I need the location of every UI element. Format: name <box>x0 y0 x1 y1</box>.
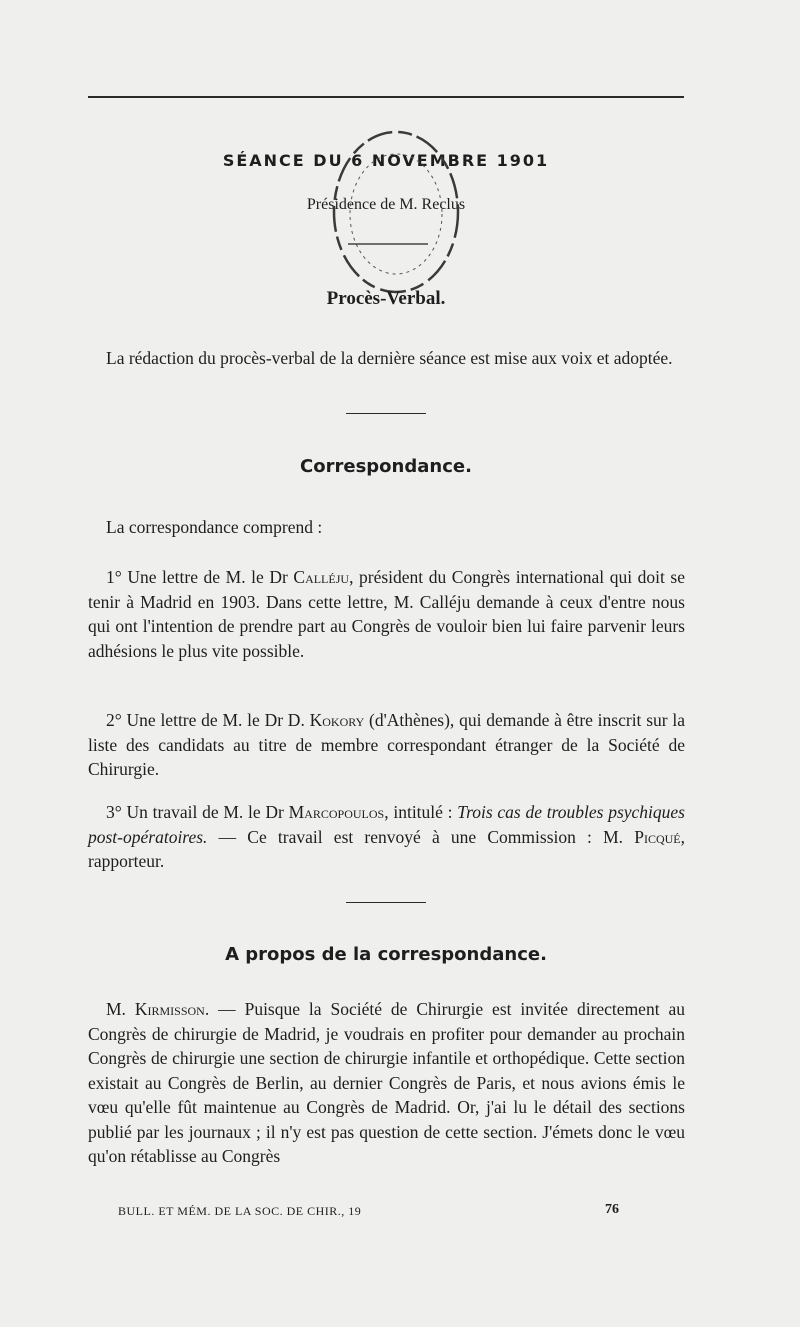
a-propos-heading: A propos de la correspondance. <box>225 944 547 965</box>
correspondance-item-2: 2° Une lettre de M. le Dr D. Kokory (d'Athènes), qui demande à être inscrit sur la liste des candidats au titre de membre correspondant étranger de la Société de Chirurgie. <box>88 710 685 779</box>
correspondance-intro: La correspondance comprend : <box>106 517 323 537</box>
person-name: Marcopoulos <box>288 802 385 822</box>
presidence-line: Présidence de M. Reclus <box>306 196 466 213</box>
a-propos-text: M. Kirmisson. — Puisque la Société de Chirurgie est invitée directement au Congrès de chirurgie de Madrid, je voudrais en profiter pour demander au prochain Congrès de chirurgie une section de chirurgie infantile et orthopédique. Cette section existait au Congrès de Berlin, au dernier Congrès de Paris, et nous avions émis le vœu qu'elle fût maintenue au Congrès de Madrid. Or, j'ai lu le détail des sections publié par les journaux ; il n'y est pas question de cette section. J'émets donc le vœu qu'on rétablisse au Congrès <box>88 999 685 1166</box>
person-name: Calléju <box>293 567 350 587</box>
correspondance-item-1: 1° Une lettre de M. le Dr Calléju, président du Congrès international qui doit se tenir à Madrid en 1903. Dans cette lettre, M. Calléju demande à ceux d'entre nous qui ont l'intention de prendre part au Congrès de vouloir bien lui faire parvenir leurs adhésions le plus vite possible. <box>88 567 686 661</box>
correspondance-heading: Correspondance. <box>300 456 472 477</box>
section-divider <box>346 902 426 903</box>
section-divider <box>346 413 426 414</box>
proces-verbal-heading: Procès-Verbal. <box>326 288 446 309</box>
top-rule <box>88 96 684 98</box>
person-name: Picqué <box>634 826 681 847</box>
speaker-name: M. Kirmisson. <box>106 999 210 1019</box>
journal-footer: BULL. ET MÉM. DE LA SOC. DE CHIR., 19 <box>118 1204 362 1218</box>
person-name: Kokory <box>309 710 365 730</box>
proces-verbal-text: La rédaction du procès-verbal de la dernière séance est mise aux voix et adoptée. <box>106 348 673 368</box>
seance-title: SÉANCE DU 6 NOVEMBRE 1901 <box>222 151 550 170</box>
work-title: Trois cas de troubles psychiques post-opératoires. <box>88 802 685 847</box>
correspondance-item-3: 3° Un travail de M. le Dr Marcopoulos, intitulé : Trois cas de troubles psychiques post-opératoires. — Ce travail est renvoyé à une Commission : M. Picqué, rapporteur. <box>88 802 685 871</box>
page-number: 76 <box>605 1202 619 1217</box>
library-stamp <box>328 122 478 302</box>
